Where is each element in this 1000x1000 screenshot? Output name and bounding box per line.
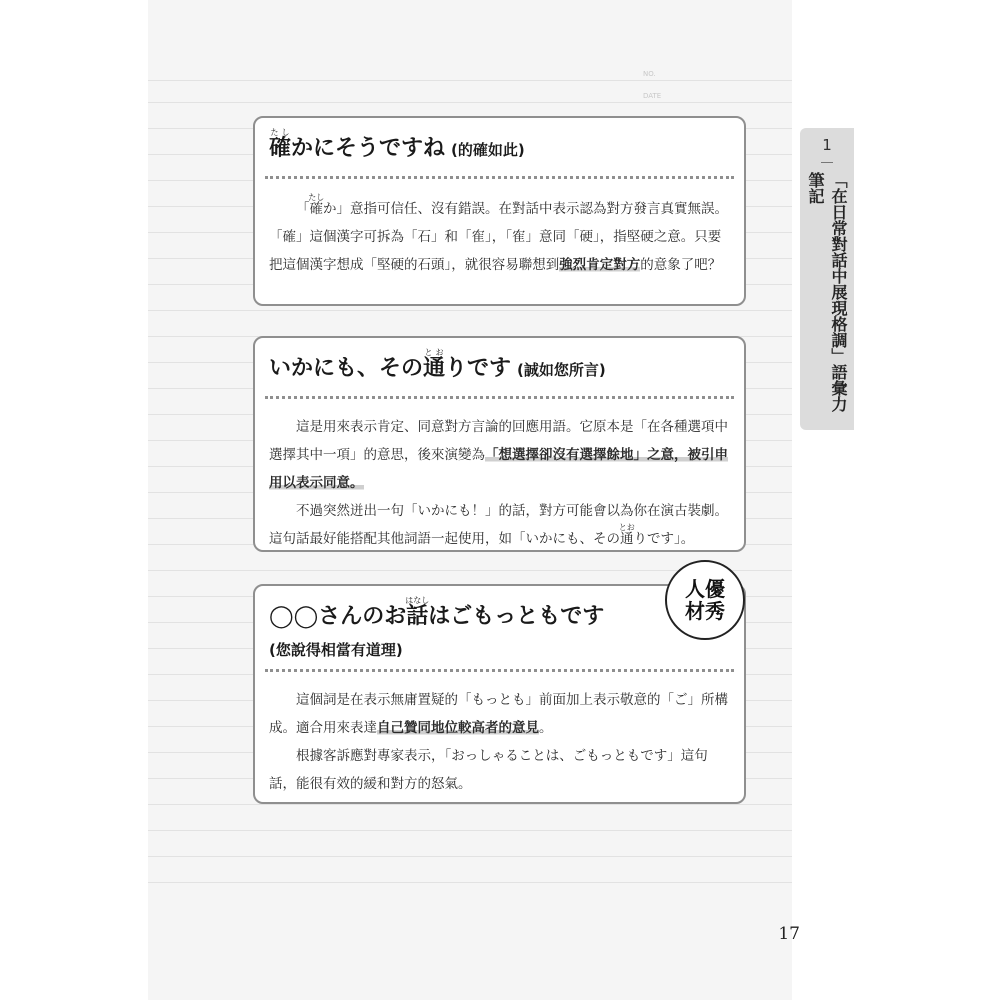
card-title-translation: (誠如您所言) — [517, 361, 606, 379]
furigana: はなし — [405, 596, 430, 605]
highlighted-phrase: 自己贊同地位較高者的意見 — [377, 720, 539, 736]
talent-badge-stamp — [665, 560, 745, 640]
chapter-side-tab — [800, 128, 854, 430]
card-paragraph: 不過突然迸出一句「いかにも！」的話，對方可能會以為你在演古裝劇。這句話最好能搭配其他詞語一起使用，如「いかにも、その通とおりです」。 — [269, 503, 728, 547]
phrase-card-2 — [253, 336, 746, 552]
ruled-line — [148, 102, 792, 103]
furigana: たし — [269, 128, 292, 137]
card-body — [255, 399, 744, 563]
ruled-line — [148, 882, 792, 883]
highlighted-phrase: 強烈肯定對方 — [559, 257, 641, 273]
badge-line: 人優 — [685, 577, 725, 601]
ruled-line — [148, 310, 792, 311]
meta-date-label: DATE — [643, 92, 662, 100]
phrase-card-1 — [253, 116, 746, 306]
card-body — [255, 672, 744, 808]
card-title-translation: (您說得相當有道理) — [269, 641, 403, 659]
card-paragraph: 根據客訴應對專家表示，「おっしゃることは、ごもっともです」這句話，能很有效的緩和對方的怒氣。 — [269, 748, 708, 792]
furigana: とお — [423, 348, 446, 357]
card-title: 確たしかにそうですね (的確如此) — [269, 128, 525, 161]
highlighted-phrase: 「想選擇卻沒有選擇餘地」之意，被引申用以表示同意。 — [269, 447, 728, 491]
card-paragraph: 這個詞是在表示無庸置疑的「もっとも」前面加上表示敬意的「ご」所構成。適合用來表達自己贊同地位較高者的意見。 — [269, 692, 728, 736]
chapter-number: 1 — [822, 136, 832, 154]
card-header — [255, 118, 744, 170]
card-body — [255, 179, 744, 289]
badge-line: 材秀 — [685, 599, 725, 623]
page-number: 17 — [778, 924, 800, 944]
tab-divider — [821, 162, 833, 163]
card-title: いかにも、その通とおりです (誠如您所言) — [269, 348, 606, 381]
furigana: とお — [618, 523, 635, 532]
ruled-line — [148, 80, 792, 81]
card-title: ◯◯さんのお話はなしはごもっともです — [269, 596, 605, 629]
ruled-line — [148, 830, 792, 831]
chapter-title: 「在日常對話中展現格調」語彙力筆記 — [806, 172, 848, 412]
card-paragraph: 這是用來表示肯定、同意對方言論的回應用語。它原本是「在各種選項中選擇其中一項」的意思，後來演變為「想選擇卻沒有選擇餘地」之意，被引申用以表示同意。 — [269, 419, 728, 491]
card-paragraph: 「確たしか」意指可信任、沒有錯誤。在對話中表示認為對方發言真實無誤。「確」這個漢字可拆為「石」和「隺」，「隺」意同「硬」，指堅硬之意。只要把這個漢字想成「堅硬的石頭」，就很容易聯想到強烈肯定對方的意象了吧？ — [269, 193, 728, 273]
card-title-translation: (的確如此) — [451, 141, 525, 159]
ruled-line — [148, 856, 792, 857]
furigana: たし — [308, 193, 325, 202]
meta-no-label: NO. — [643, 70, 656, 78]
card-header — [255, 338, 744, 390]
